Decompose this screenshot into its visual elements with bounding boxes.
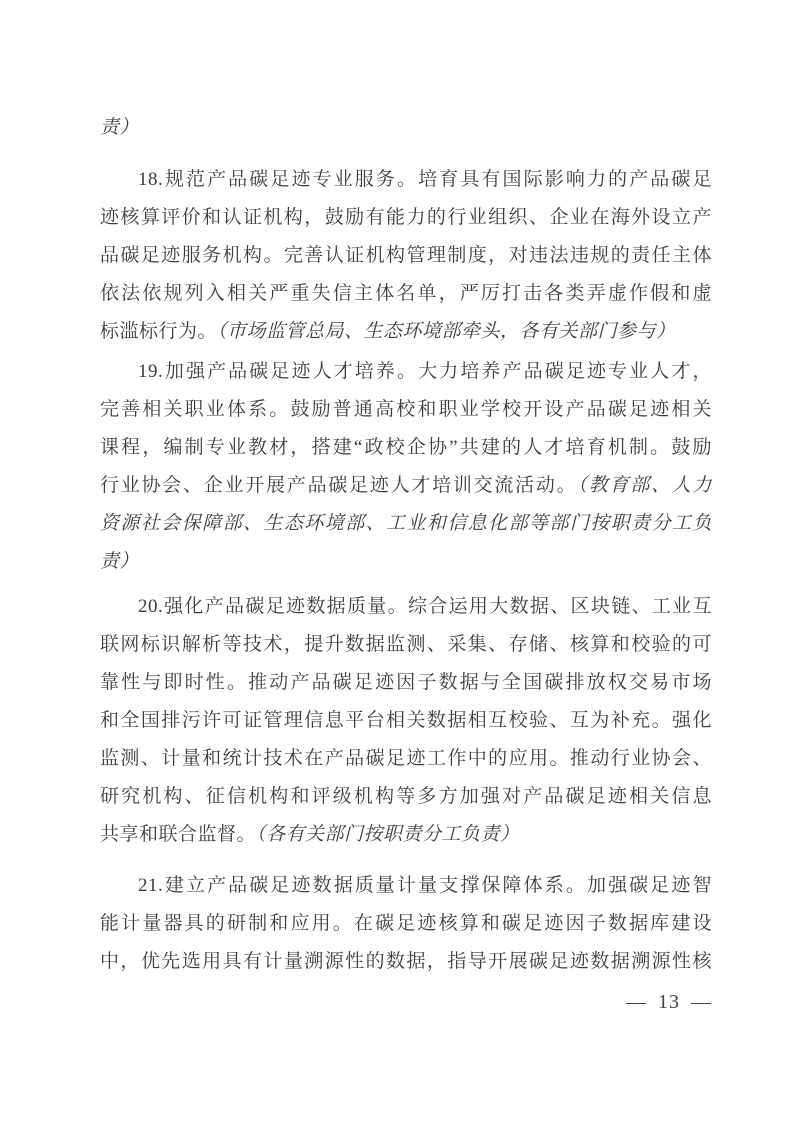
- paragraph-item-18: [100, 161, 712, 351]
- text-segment: 迹核算评价和认证机构，鼓励有能力的行业组织、企业在海外设立产: [100, 207, 712, 228]
- paragraph-item-20: [100, 588, 712, 854]
- text-segment: 靠性与即时性。推动产品碳足迹因子数据与全国碳排放权交易市场: [100, 672, 712, 693]
- text-line: [100, 867, 712, 905]
- text-segment: 中，优先选用具有计量溯源性的数据，指导开展碳足迹数据溯源性核: [100, 951, 712, 972]
- text-line: [100, 109, 712, 147]
- text-segment: 联网标识解析等技术，提升数据监测、采集、存储、核算和校验的可: [100, 634, 712, 655]
- text-line: [100, 467, 712, 505]
- text-line: [100, 313, 712, 351]
- text-line: [100, 664, 712, 702]
- text-line: [100, 237, 712, 275]
- text-segment: 监测、计量和统计技术在产品碳足迹工作中的应用。推动行业协会、: [100, 748, 712, 769]
- text-line: [100, 588, 712, 626]
- text-segment: 能计量器具的研制和应用。在碳足迹核算和碳足迹因子数据库建设: [100, 913, 712, 934]
- text-segment: 依法依规列入相关严重失信主体名单，严厉打击各类弄虚作假和虚: [100, 283, 712, 304]
- text-segment: 品碳足迹服务机构。完善认证机构管理制度，对违法违规的责任主体: [100, 245, 712, 266]
- text-segment: 标滥标行为。: [100, 321, 218, 342]
- text-line: [100, 943, 712, 981]
- page-footer: [100, 989, 712, 1015]
- text-line: [100, 353, 712, 391]
- text-line: [100, 275, 712, 313]
- text-segment: 完善相关职业体系。鼓励普通高校和职业学校开设产品碳足迹相关: [100, 399, 712, 420]
- text-segment: 研究机构、征信机构和评级机构等多方加强对产品碳足迹相关信息: [100, 786, 712, 807]
- text-line: [100, 543, 712, 581]
- text-segment: 和全国排污许可证管理信息平台相关数据相互校验、互为补充。强化: [100, 710, 712, 731]
- department-citation: （市场监管总局、生态环境部牵头，各有关部门参与）: [217, 321, 676, 342]
- text-line: [100, 626, 712, 664]
- document-body: [100, 109, 712, 981]
- text-line: [100, 905, 712, 943]
- department-citation: 责）: [100, 551, 140, 572]
- department-citation: 资源社会保障部、生态环境部、工业和信息化部等部门按职责分工负: [100, 513, 712, 534]
- text-line: [100, 778, 712, 816]
- text-segment: 18.规范产品碳足迹专业服务。培育具有国际影响力的产品碳足: [138, 169, 712, 190]
- paragraph-item-19: [100, 353, 712, 581]
- text-segment: 课程，编制专业教材，搭建“政校企协”共建的人才培育机制。鼓励: [100, 437, 712, 458]
- text-segment: 20.强化产品碳足迹数据质量。综合运用大数据、区块链、工业互: [138, 596, 712, 617]
- page-number: — 13 —: [626, 991, 712, 1013]
- department-citation: 责）: [100, 117, 140, 138]
- paragraph-item-21: [100, 867, 712, 981]
- text-segment: 行业协会、企业开展产品碳足迹人才培训交流活动。: [100, 475, 578, 496]
- paragraph-item-17-tail: [100, 109, 712, 147]
- text-segment: 21.建立产品碳足迹数据质量计量支撑保障体系。加强碳足迹智: [138, 875, 712, 896]
- department-citation: （教育部、人力: [577, 475, 712, 496]
- text-line: [100, 161, 712, 199]
- text-line: [100, 505, 712, 543]
- text-segment: 共享和联合监督。: [100, 824, 257, 845]
- text-line: [100, 429, 712, 467]
- text-line: [100, 391, 712, 429]
- text-line: [100, 702, 712, 740]
- text-line: [100, 199, 712, 237]
- text-line: [100, 740, 712, 778]
- text-line: [100, 816, 712, 854]
- text-segment: 19.加强产品碳足迹人才培养。大力培养产品碳足迹专业人才，: [138, 361, 712, 382]
- department-citation: （各有关部门按职责分工负责）: [256, 824, 520, 845]
